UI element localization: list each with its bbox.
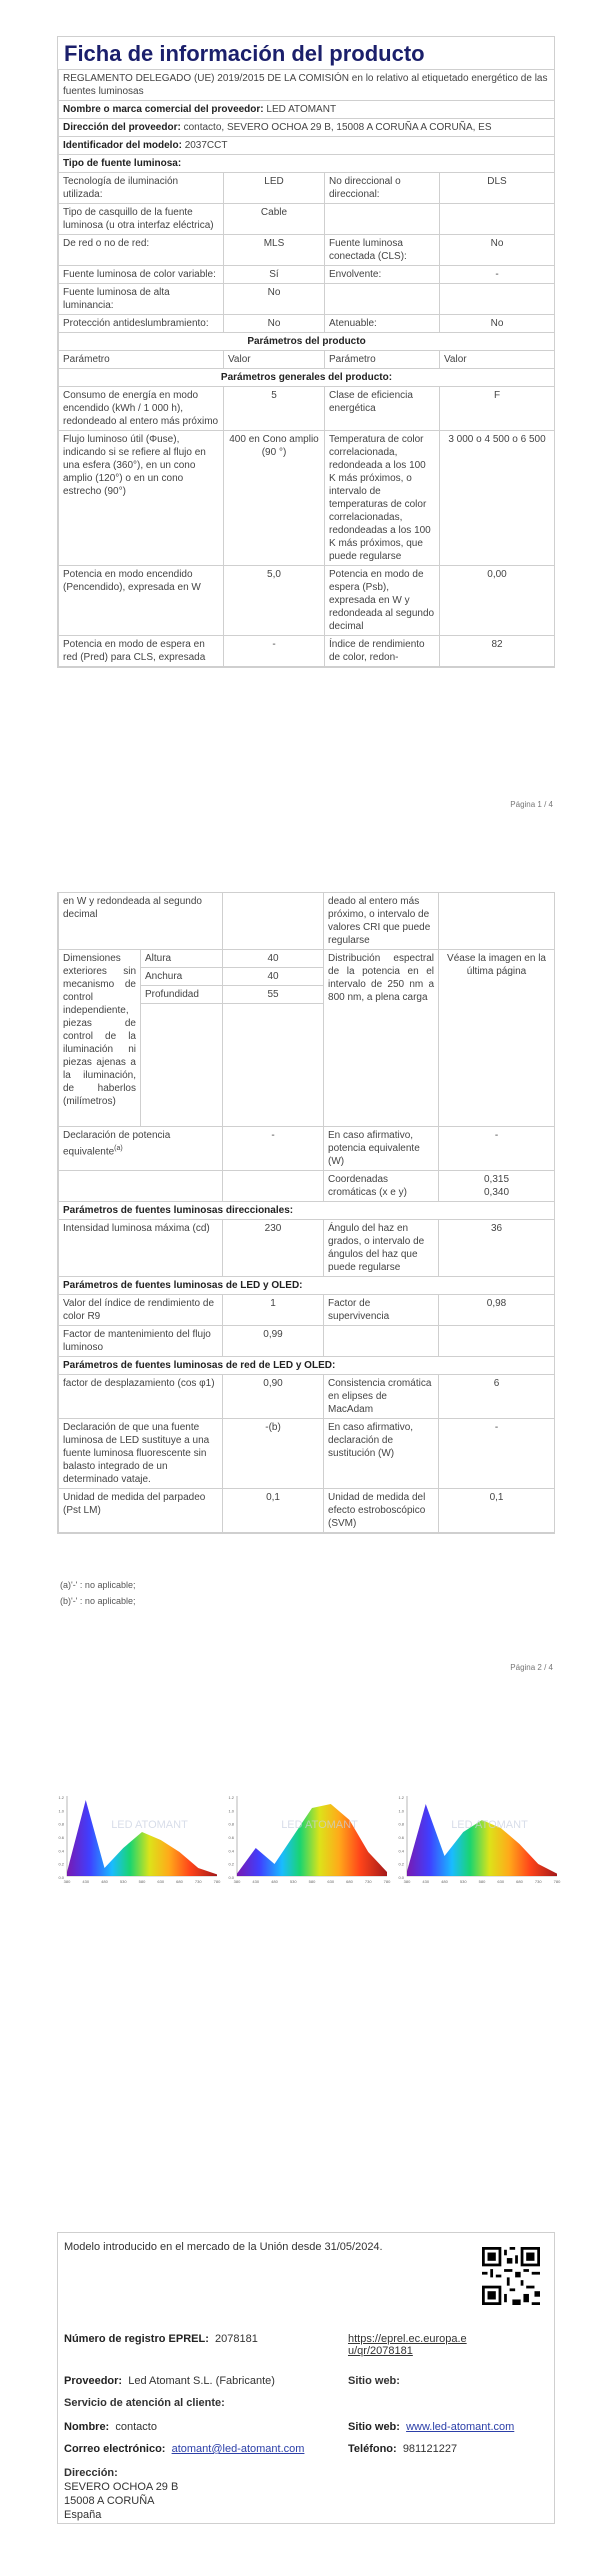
col-header: Valor <box>224 351 325 369</box>
cell: - <box>440 266 555 284</box>
cell: Temperatura de color correlacionada, redondeada a los 100 K más próximos, o intervalo de temperaturas de color correlacionadas, redondeadas a los 100 K más próximos, que puede regularse <box>325 431 440 566</box>
page-4-sheet <box>57 2232 555 2524</box>
y-tick-label: 0.4 <box>398 1848 404 1854</box>
x-tick-label: 780 <box>213 1879 221 1884</box>
contact-web-row: Sitio web: www.led-atomant.com <box>348 2421 515 2433</box>
address-label: Dirección: <box>64 2467 118 2479</box>
y-tick-label: 0.8 <box>228 1821 234 1827</box>
x-tick-label: 780 <box>383 1879 391 1884</box>
y-tick-label: 1.2 <box>228 1795 234 1800</box>
page-1-table <box>58 69 555 667</box>
x-tick-label: 680 <box>346 1879 353 1884</box>
x-tick-label: 730 <box>364 1879 372 1884</box>
x-tick-label: 580 <box>478 1879 486 1884</box>
cell: No <box>440 235 555 266</box>
x-tick-label: 730 <box>534 1879 542 1884</box>
x-tick-label: 380 <box>403 1879 411 1884</box>
product-params-header: Parámetros del producto <box>59 333 555 351</box>
x-tick-label: 580 <box>308 1879 316 1884</box>
cell: 0,90 <box>223 1375 324 1419</box>
brand-watermark: LED ATOMANT <box>111 1819 188 1831</box>
spectrum-chart-3 <box>398 1795 561 1884</box>
cell: en W y redondeada al segundo decimal <box>59 893 223 950</box>
cell: 36 <box>439 1220 555 1277</box>
cell: -(b) <box>223 1419 324 1489</box>
spectrum-area <box>407 1804 557 1876</box>
y-tick-label: 0.4 <box>58 1848 64 1854</box>
cell: 0,98 <box>439 1295 555 1326</box>
cell: Protección antideslumbramiento: <box>59 315 224 333</box>
cell <box>324 1326 439 1357</box>
address-line-3: España <box>64 2509 102 2521</box>
cell: 230 <box>223 1220 324 1277</box>
cell: Declaración de que una fuente luminosa de LED sustituye a una fuente luminosa fluorescente sin balasto integrado de un determinado vataje. <box>59 1419 223 1489</box>
cell: 0,1 <box>223 1489 324 1533</box>
supplier-address-row: Dirección del proveedor: contacto, SEVERO OCHOA 29 B, 15008 A CORUÑA A CORUÑA, ES <box>59 119 555 137</box>
x-tick-label: 380 <box>63 1879 71 1884</box>
cell: 400 en Cono amplio (90 °) <box>224 431 325 566</box>
eprel-link[interactable]: https://eprel.ec.europa.eu/qr/2078181 <box>348 2333 467 2357</box>
cell: Cable <box>224 204 325 235</box>
document-title: Ficha de información del producto <box>64 41 425 66</box>
cell: Profundidad <box>141 986 223 1004</box>
cell: 0,315 0,340 <box>439 1171 555 1202</box>
cell <box>223 1171 324 1202</box>
customer-service-heading: Servicio de atención al cliente: <box>64 2397 225 2409</box>
address-line-2: 15008 A CORUÑA <box>64 2495 155 2507</box>
cell: Unidad de medida del parpadeo (Pst LM) <box>59 1489 223 1533</box>
y-tick-label: 0.6 <box>58 1835 64 1840</box>
x-tick-label: 480 <box>441 1879 448 1884</box>
cell: 5 <box>224 387 325 431</box>
cell: 0,1 <box>439 1489 555 1533</box>
col-header: Parámetro <box>325 351 440 369</box>
cell: Atenuable: <box>325 315 440 333</box>
email-link[interactable]: atomant@led-atomant.com <box>171 2443 305 2455</box>
cell: - <box>224 636 325 667</box>
spectrum-area <box>237 1804 387 1876</box>
x-tick-label: 780 <box>553 1879 561 1884</box>
page-2-table <box>58 892 555 1533</box>
cell: - <box>439 1127 555 1171</box>
cell: 3 000 o 4 500 o 6 500 <box>440 431 555 566</box>
model-id-row: Identificador del modelo: 2037CCT <box>59 137 555 155</box>
cell <box>439 893 555 950</box>
cell <box>141 1004 223 1127</box>
page-1-sheet <box>57 36 555 668</box>
cell: No direccional o direccional: <box>325 173 440 204</box>
website-label: Sitio web: <box>348 2375 400 2387</box>
y-tick-label: 0.0 <box>398 1875 404 1880</box>
note-a: (a)'-' : no aplicable; <box>60 1580 136 1590</box>
page-number-2: Página 2 / 4 <box>510 1663 553 1672</box>
x-tick-label: 630 <box>497 1879 505 1884</box>
cell: Consumo de energía en modo encendido (kWh / 1 000 h), redondeado al entero más próximo <box>59 387 224 431</box>
website-link[interactable]: www.led-atomant.com <box>406 2421 515 2433</box>
cell: Envolvente: <box>325 266 440 284</box>
led-oled-header: Parámetros de fuentes luminosas de LED y OLED: <box>59 1277 555 1295</box>
cell: De red o no de red: <box>59 235 224 266</box>
page-number-1: Página 1 / 4 <box>510 800 553 809</box>
cell: Altura <box>141 950 223 968</box>
x-tick-label: 680 <box>176 1879 183 1884</box>
cell: 5,0 <box>224 566 325 636</box>
spectrum-chart-2 <box>228 1795 391 1884</box>
contact-phone-row: Teléfono: 981121227 <box>348 2443 458 2455</box>
cell: - <box>439 1419 555 1489</box>
qr-code <box>482 2247 540 2305</box>
cell: 55 <box>223 986 324 1004</box>
cell: Fuente luminosa conectada (CLS): <box>325 235 440 266</box>
cell <box>440 204 555 235</box>
x-tick-label: 530 <box>459 1879 467 1884</box>
brand-watermark: LED ATOMANT <box>281 1819 358 1831</box>
cell: En caso afirmativo, potencia equivalente (W) <box>324 1127 439 1171</box>
cell: Potencia en modo encendido (Pencendido), expresada en W <box>59 566 224 636</box>
cell: 82 <box>440 636 555 667</box>
cell: - <box>223 1127 324 1171</box>
y-tick-label: 0.6 <box>398 1835 404 1840</box>
x-tick-label: 630 <box>157 1879 165 1884</box>
cell: Tipo de casquillo de la fuente luminosa (u otra interfaz eléctrica) <box>59 204 224 235</box>
cell <box>325 204 440 235</box>
cell: Clase de eficiencia energética <box>325 387 440 431</box>
cell: 0,99 <box>223 1326 324 1357</box>
contact-name-row: Nombre: contacto <box>64 2421 157 2433</box>
x-tick-label: 430 <box>422 1879 430 1884</box>
y-tick-label: 1.0 <box>228 1808 234 1814</box>
y-tick-label: 1.0 <box>58 1808 64 1814</box>
cell: Fuente luminosa de alta luminancia: <box>59 284 224 315</box>
cell: 40 <box>223 968 324 986</box>
y-tick-label: 0.0 <box>58 1875 64 1880</box>
cell: Sí <box>224 266 325 284</box>
address-line-1: SEVERO OCHOA 29 B <box>64 2481 179 2493</box>
directional-header: Parámetros de fuentes luminosas direccionales: <box>59 1202 555 1220</box>
cell: 0,00 <box>440 566 555 636</box>
cell: Factor de mantenimiento del flujo luminoso <box>59 1326 223 1357</box>
y-tick-label: 0.2 <box>58 1861 64 1867</box>
cell: factor de desplazamiento (cos φ1) <box>59 1375 223 1419</box>
mains-header: Parámetros de fuentes luminosas de red de LED y OLED: <box>59 1357 555 1375</box>
cell: Consistencia cromática en elipses de MacAdam <box>324 1375 439 1419</box>
cell: MLS <box>224 235 325 266</box>
supplier-name-row: Nombre o marca comercial del proveedor: LED ATOMANT <box>59 101 555 119</box>
general-params-header: Parámetros generales del producto: <box>59 369 555 387</box>
cell: Ángulo del haz en grados, o intervalo de ángulos del haz que puede regularse <box>324 1220 439 1277</box>
cell: Unidad de medida del efecto estroboscópico (SVM) <box>324 1489 439 1533</box>
cell: deado al entero más próximo, o intervalo de valores CRI que puede regularse <box>324 893 439 950</box>
cell: Flujo luminoso útil (Φuse), indicando si se refiere al flujo en una esfera (360°), en un cono amplio (120°) o en un cono estrecho (90°) <box>59 431 224 566</box>
cell: Intensidad luminosa máxima (cd) <box>59 1220 223 1277</box>
cell <box>439 1326 555 1357</box>
eprel-row: Número de registro EPREL: 2078181 <box>64 2333 258 2345</box>
spectral-power-charts <box>55 1790 565 1890</box>
cell: Declaración de potencia equivalente$^{(a)}$ <box>59 1127 223 1171</box>
cell: LED <box>224 173 325 204</box>
contact-email-row: Correo electrónico: atomant@led-atomant.com <box>64 2443 305 2455</box>
cell: Anchura <box>141 968 223 986</box>
spectrum-chart-1 <box>58 1795 221 1884</box>
cell: 1 <box>223 1295 324 1326</box>
x-tick-label: 580 <box>138 1879 146 1884</box>
x-tick-label: 430 <box>82 1879 90 1884</box>
cell: Índice de rendimiento de color, redon- <box>325 636 440 667</box>
col-header: Parámetro <box>59 351 224 369</box>
x-tick-label: 380 <box>233 1879 241 1884</box>
x-tick-label: 530 <box>289 1879 297 1884</box>
cell: Factor de supervivencia <box>324 1295 439 1326</box>
y-tick-label: 0.2 <box>228 1861 234 1867</box>
col-header: Valor <box>440 351 555 369</box>
cell: No <box>224 315 325 333</box>
cell: Valor del índice de rendimiento de color R9 <box>59 1295 223 1326</box>
x-tick-label: 480 <box>101 1879 108 1884</box>
provider-row: Proveedor: Led Atomant S.L. (Fabricante) <box>64 2375 275 2387</box>
spectrum-area <box>67 1800 217 1876</box>
cell <box>59 1171 223 1202</box>
cell: En caso afirmativo, declaración de sustitución (W) <box>324 1419 439 1489</box>
cell <box>325 284 440 315</box>
y-tick-label: 1.2 <box>398 1795 404 1800</box>
x-tick-label: 630 <box>327 1879 335 1884</box>
y-tick-label: 0.8 <box>398 1821 404 1827</box>
cell <box>440 284 555 315</box>
spectral-value: Véase la imagen en la última página <box>439 950 555 1127</box>
x-tick-label: 680 <box>516 1879 523 1884</box>
x-tick-label: 730 <box>194 1879 202 1884</box>
y-tick-label: 1.2 <box>58 1795 64 1800</box>
cell: Potencia en modo de espera en red (Pred) para CLS, expresada <box>59 636 224 667</box>
cell: Fuente luminosa de color variable: <box>59 266 224 284</box>
cell <box>223 893 324 950</box>
cell: 40 <box>223 950 324 968</box>
y-tick-label: 1.0 <box>398 1808 404 1814</box>
y-tick-label: 0.0 <box>228 1875 234 1880</box>
page-2-sheet <box>57 892 555 1534</box>
x-tick-label: 430 <box>252 1879 260 1884</box>
x-tick-label: 480 <box>271 1879 278 1884</box>
dimensions-label: Dimensiones exteriores sin mecanismo de control independiente, piezas de control de la iluminación ni piezas ajenas a la iluminación, de haberlos (milímetros) <box>59 950 141 1127</box>
brand-watermark: LED ATOMANT <box>451 1819 528 1831</box>
cell: Tecnología de iluminación utilizada: <box>59 173 224 204</box>
x-tick-label: 530 <box>119 1879 127 1884</box>
spectral-images <box>55 1790 565 1890</box>
cell: DLS <box>440 173 555 204</box>
cell: No <box>224 284 325 315</box>
cell: 6 <box>439 1375 555 1419</box>
y-tick-label: 0.2 <box>398 1861 404 1867</box>
y-tick-label: 0.8 <box>58 1821 64 1827</box>
source-type-header: Tipo de fuente luminosa: <box>59 155 555 173</box>
cell: Potencia en modo de espera (Psb), expresada en W y redondeada al segundo decimal <box>325 566 440 636</box>
y-tick-label: 0.6 <box>228 1835 234 1840</box>
regulation-text: REGLAMENTO DELEGADO (UE) 2019/2015 DE LA COMISIÓN en lo relativo al etiquetado energético de las fuentes luminosas <box>59 70 555 101</box>
note-b: (b)'-' : no aplicable; <box>60 1596 136 1606</box>
spectral-label: Distribución espectral de la potencia en el intervalo de 250 nm a 800 nm, a plena carga <box>324 950 439 1127</box>
cell: Coordenadas cromáticas (x e y) <box>324 1171 439 1202</box>
cell <box>223 1004 324 1127</box>
cell: No <box>440 315 555 333</box>
market-intro: Modelo introducido en el mercado de la Unión desde 31/05/2024. <box>64 2241 383 2253</box>
y-tick-label: 0.4 <box>228 1848 234 1854</box>
cell: F <box>440 387 555 431</box>
